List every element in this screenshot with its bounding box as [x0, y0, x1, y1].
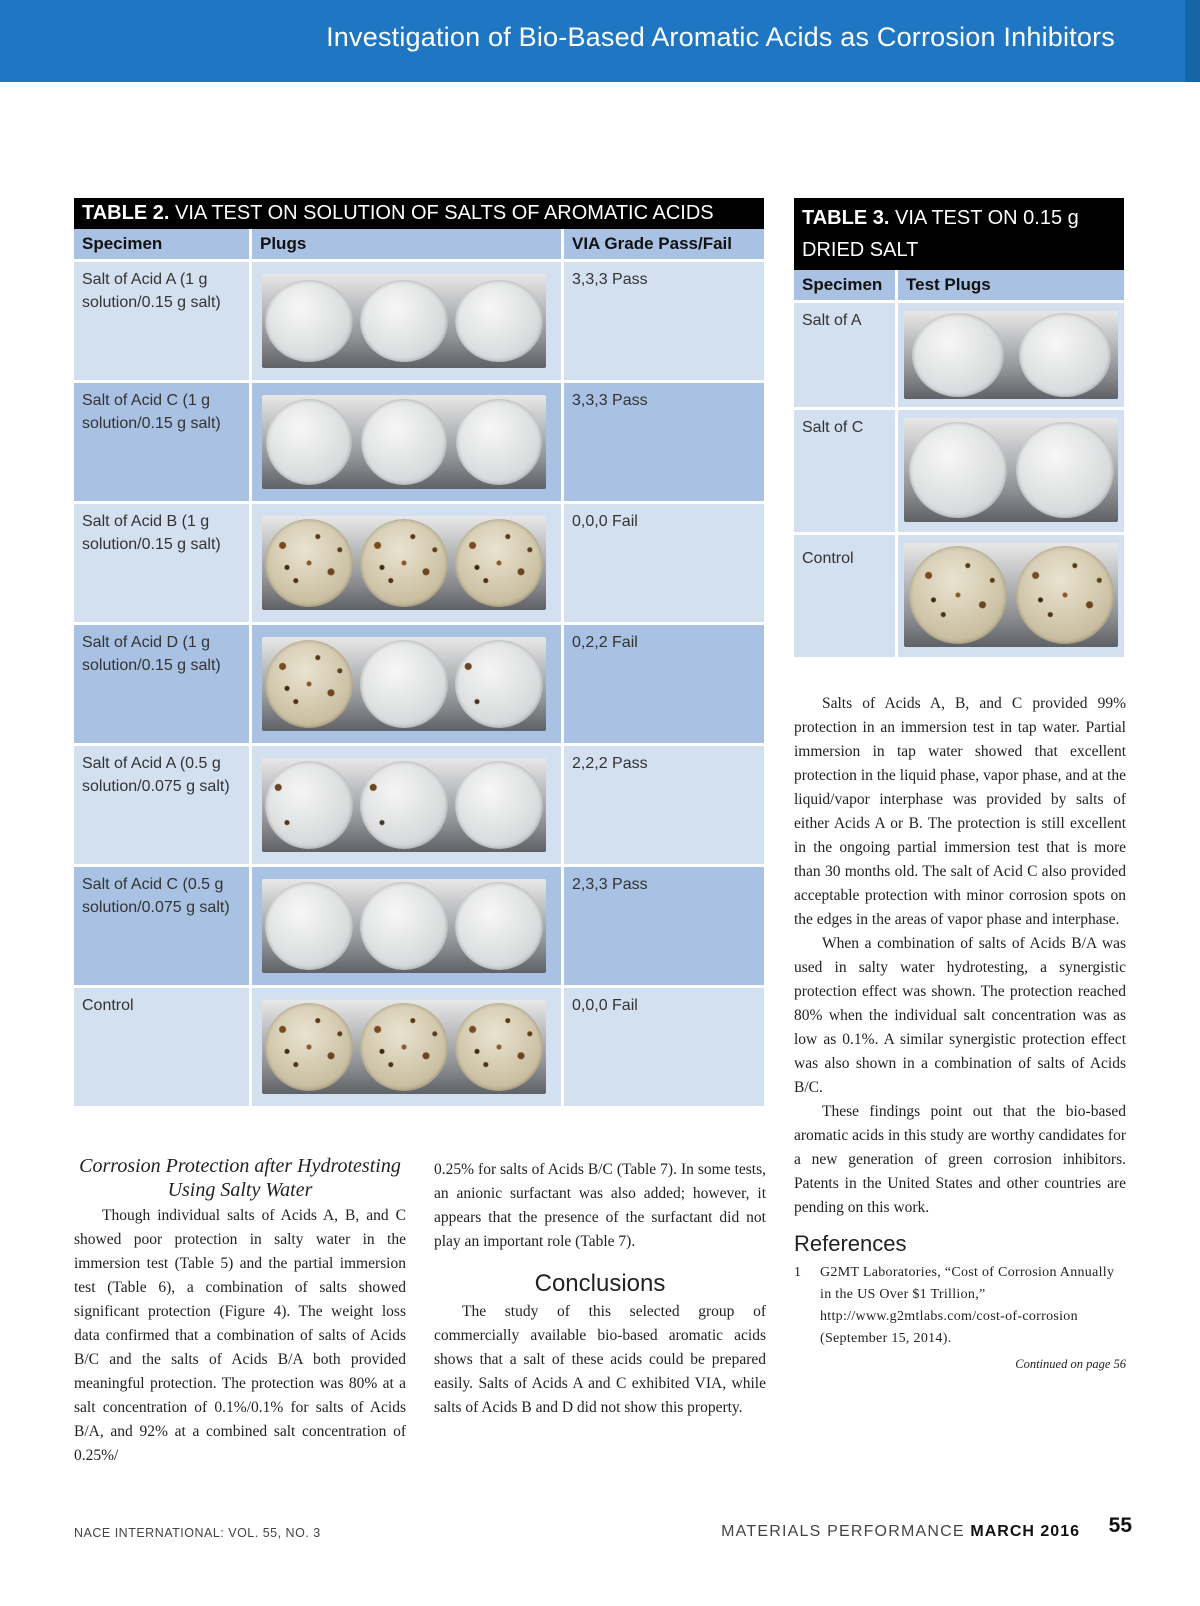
specimen-cell: Salt of Acid C (1 g solution/0.15 g salt): [74, 383, 252, 501]
table-row: [74, 380, 764, 501]
plug-image: [265, 519, 353, 607]
specimen-cell: Control: [794, 535, 898, 657]
plug-image: [1016, 546, 1114, 644]
plug-image: [265, 882, 353, 970]
section-subhead: Corrosion Protection after Hydrotesting Using Salty Water: [79, 1155, 401, 1201]
table-row: [74, 985, 764, 1106]
plugs-photo: [262, 274, 546, 368]
specimen-cell: Salt of Acid A (0.5 g solution/0.075 g salt): [74, 746, 252, 864]
text-column-3: [794, 692, 1126, 1376]
table-row: [794, 532, 1124, 657]
table-row: [794, 407, 1124, 532]
plugs-photo-cell: [898, 410, 1124, 532]
column-header-test-plugs: Test Plugs: [906, 275, 991, 294]
text-column-2: [434, 1158, 766, 1420]
footer-issue-date: MARCH 2016: [970, 1523, 1080, 1540]
plug-image: [1016, 422, 1114, 518]
table-2: [74, 198, 764, 1106]
plugs-photo-cell: [252, 383, 564, 501]
grade-cell: 2,2,2 Pass: [564, 746, 764, 864]
table-3-title: [794, 198, 1124, 270]
grade-cell: 0,0,0 Fail: [564, 504, 764, 622]
paragraph: These findings point out that the bio-based aromatic acids in this study are worthy candidates for a new generation of green corrosion inhibitors. Patents in the United States and other countries are pending on this work.: [794, 1103, 1126, 1216]
plug-image: [455, 519, 543, 607]
footer-journal: [74, 1526, 321, 1540]
plugs-photo-cell: [252, 262, 564, 380]
paragraph: When a combination of salts of Acids B/A was used in salty water hydrotesting, a synergistic protection effect was shown. The protection reached 80% when the individual salt concentration was as low as 0.1%. A similar synergistic protection effect was also shown in a combination of salts of Acids B/C.: [794, 935, 1126, 1096]
plugs-photo-cell: [252, 988, 564, 1106]
plugs-photo: [262, 1000, 546, 1094]
reference-number: 1: [794, 1265, 802, 1280]
footer-magazine: [721, 1523, 1080, 1541]
column-header-specimen: Specimen: [794, 270, 898, 300]
plug-image: [266, 399, 352, 485]
table-row: [74, 259, 764, 380]
table-3: [794, 198, 1124, 657]
plugs-photo: [262, 395, 546, 489]
conclusions-heading: Conclusions: [534, 1270, 666, 1297]
specimen-cell: Salt of Acid D (1 g solution/0.15 g salt): [74, 625, 252, 743]
column-header-specimen: Specimen: [74, 229, 252, 259]
grade-cell: 3,3,3 Pass: [564, 262, 764, 380]
plug-image: [360, 761, 448, 849]
plugs-photo: [262, 637, 546, 731]
grade-cell: 0,0,0 Fail: [564, 988, 764, 1106]
plug-image: [360, 1003, 448, 1091]
paragraph: The study of this selected group of commercially available bio-based aromatic acids shows that a salt of these acids could be prepared easily. Salts of Acids A and C exhibited VIA, while salts of Acids B and D did not show this property.: [434, 1303, 766, 1416]
footer-journal-prefix: NACE INTERNATIONAL:: [74, 1526, 225, 1540]
plug-image: [455, 1003, 543, 1091]
text-column-1: [74, 1154, 406, 1468]
plug-image: [455, 280, 543, 362]
plug-image: [265, 761, 353, 849]
paragraph: Though individual salts of Acids A, B, and C showed poor protection in salty water in the immersion test (Table 5) and the partial immersion test (Table 6), a combination of salts showed significant protection (Figure 4). The weight loss data confirmed that a combination of salts of Acids B/C and the salts of Acids B/A both provided meaningful protection. The protection was 80% at a salt concentration of 0.1%/0.1% for salts of Acids B/A, and 92% at a combined salt concentration of 0.25%/: [74, 1207, 406, 1464]
specimen-cell: Salt of C: [794, 410, 898, 532]
reference-item: [794, 1262, 1126, 1350]
grade-cell: 3,3,3 Pass: [564, 383, 764, 501]
footer-volume: VOL. 55, NO. 3: [228, 1526, 321, 1540]
plugs-photo: [262, 879, 546, 973]
plug-image: [360, 882, 448, 970]
specimen-cell: Salt of Acid A (1 g solution/0.15 g salt): [74, 262, 252, 380]
column-header-via-grade: VIA Grade Pass/Fail: [572, 234, 732, 253]
table-2-header: [74, 229, 764, 259]
plugs-photo: [262, 516, 546, 610]
plug-image: [1019, 313, 1111, 397]
table-row: [794, 300, 1124, 407]
continued-note: Continued on page 56: [1015, 1357, 1126, 1371]
plugs-photo: [904, 418, 1118, 522]
table-row: [74, 501, 764, 622]
table-2-caption: VIA TEST ON SOLUTION OF SALTS OF AROMATIC ACIDS: [174, 202, 714, 224]
references-heading: References: [794, 1231, 907, 1256]
plug-image: [265, 640, 353, 728]
header-edge: [1185, 0, 1200, 82]
plug-image: [265, 1003, 353, 1091]
header-bar: [0, 0, 1185, 82]
page-number: 55: [1108, 1514, 1132, 1537]
plugs-photo-cell: [898, 535, 1124, 657]
plug-image: [456, 399, 542, 485]
table-row: [74, 622, 764, 743]
table-3-caption: VIA TEST ON 0.15 g DRIED SALT: [802, 207, 1079, 261]
table-3-label: TABLE 3.: [802, 207, 890, 229]
plug-image: [360, 280, 448, 362]
column-header-plugs: Plugs: [252, 229, 564, 259]
table-2-label: TABLE 2.: [82, 202, 170, 224]
plugs-photo-cell: [252, 867, 564, 985]
plug-image: [265, 280, 353, 362]
footer-magazine-name: MATERIALS PERFORMANCE: [721, 1523, 965, 1540]
plug-image: [912, 313, 1004, 397]
plug-image: [360, 640, 448, 728]
paragraph: 0.25% for salts of Acids B/C (Table 7). In some tests, an anionic surfactant was also added; however, it appears that the presence of the surfactant did not play an important role (Table 7).: [434, 1161, 766, 1250]
table-row: [74, 743, 764, 864]
plug-image: [361, 399, 447, 485]
grade-cell: 2,3,3 Pass: [564, 867, 764, 985]
plug-image: [455, 640, 543, 728]
table-2-title: [74, 198, 764, 229]
plugs-photo-cell: [252, 625, 564, 743]
table-row: [74, 864, 764, 985]
reference-text: G2MT Laboratories, “Cost of Corrosion Annually in the US Over $1 Trillion,” http://www.g2mtlabs.com/cost-of-corrosion (September 15, 2014).: [820, 1265, 1115, 1346]
grade-cell: 0,2,2 Fail: [564, 625, 764, 743]
running-title: Investigation of Bio-Based Aromatic Acids as Corrosion Inhibitors: [326, 22, 1115, 52]
plug-image: [909, 546, 1007, 644]
plugs-photo: [904, 311, 1118, 399]
plug-image: [360, 519, 448, 607]
specimen-cell: Control: [74, 988, 252, 1106]
paragraph: Salts of Acids A, B, and C provided 99% protection in an immersion test in tap water. Partial immersion in tap water showed that excellent protection in the liquid phase, vapor phase, and at the liquid/vapor interphase was provided by salts of either Acids A or B. The protection is still excellent in the ongoing partial immersion test that is more than 30 months old. The salt of Acid C also provided acceptable protection with minor corrosion spots on the edges in the areas of vapor phase and interphase.: [794, 695, 1126, 928]
specimen-cell: Salt of Acid B (1 g solution/0.15 g salt): [74, 504, 252, 622]
plugs-photo-cell: [898, 303, 1124, 407]
plug-image: [909, 422, 1007, 518]
plugs-photo-cell: [252, 504, 564, 622]
plug-image: [455, 761, 543, 849]
plug-image: [455, 882, 543, 970]
table-3-header: [794, 270, 1124, 300]
plugs-photo: [262, 758, 546, 852]
specimen-cell: Salt of Acid C (0.5 g solution/0.075 g salt): [74, 867, 252, 985]
plugs-photo-cell: [252, 746, 564, 864]
plugs-photo: [904, 543, 1118, 647]
specimen-cell: Salt of A: [794, 303, 898, 407]
